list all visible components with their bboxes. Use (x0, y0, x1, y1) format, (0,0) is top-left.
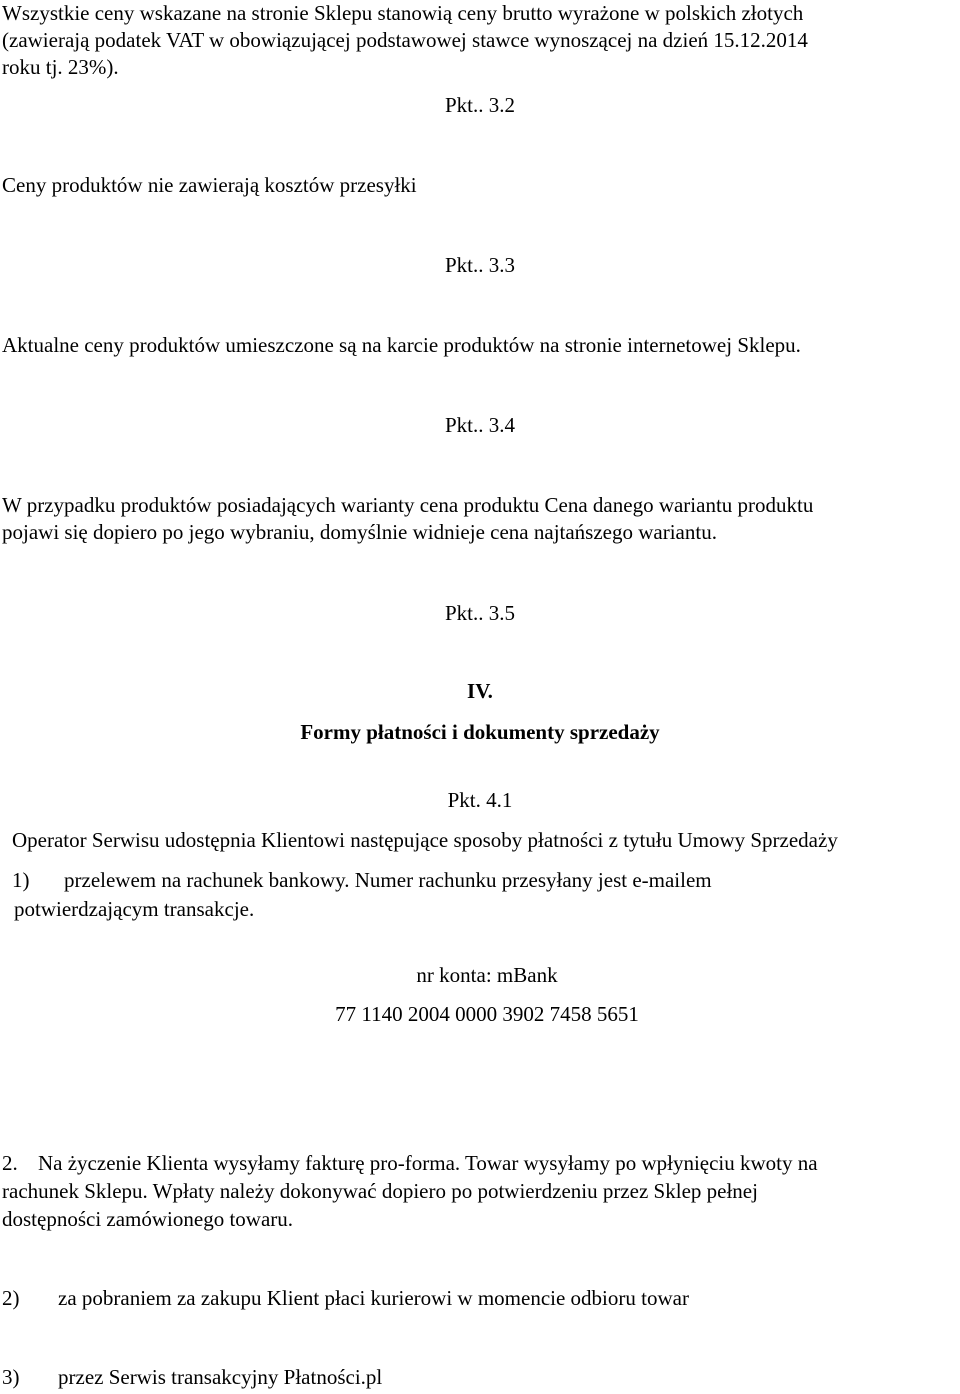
pkt-3-3-text: Aktualne ceny produktów umieszczone są na karcie produktów na stronie internetowej Sklepu. (2, 333, 801, 357)
intro-line-2: (zawierają podatek VAT w obowiązującej podstawowej stawce wynoszącej na dzień 15.12.2014 (2, 28, 808, 52)
note-text-line-1: Na życzenie Klienta wysyłamy fakturę pro-forma. Towar wysyłamy po wpłynięciu kwoty na (38, 1151, 818, 1175)
item-text-line-2: potwierdzającym transakcje. (14, 897, 255, 921)
pkt-3-4-text-line-1: W przypadku produktów posiadających warianty cena produktu Cena danego wariantu produktu (2, 493, 814, 517)
pkt-4-1-text: Operator Serwisu udostępnia Klientowi następujące sposoby płatności z tytułu Umowy Sprzedaży (12, 828, 838, 852)
pkt-3-5-heading: Pkt.. 3.5 (444, 601, 515, 625)
section-number: IV. (467, 679, 493, 703)
pkt-3-2-heading: Pkt.. 3.2 (444, 93, 515, 117)
pkt-3-3-heading: Pkt.. 3.3 (444, 253, 515, 277)
item-number: 1) (12, 868, 30, 892)
item-text-line-1: przelewem na rachunek bankowy. Numer rachunku przesyłany jest e-mailem (64, 868, 712, 892)
note-text-line-3: dostępności zamówionego towaru. (2, 1207, 294, 1231)
item-text: przez Serwis transakcyjny Płatności.pl (58, 1365, 383, 1389)
account-label: nr konta: mBank (416, 963, 558, 987)
pkt-4-1-heading: Pkt. 4.1 (447, 788, 513, 812)
item-text: za pobraniem za zakupu Klient płaci kurierowi w momencie odbioru towar (58, 1286, 689, 1310)
item-number: 3) (2, 1365, 20, 1389)
note-number: 2. (2, 1151, 18, 1175)
section-title: Formy płatności i dokumenty sprzedaży (300, 720, 660, 744)
intro-line-3: roku tj. 23%). (2, 55, 119, 79)
intro-line-1: Wszystkie ceny wskazane na stronie Sklepu stanowią ceny brutto wyrażone w polskich złotych (2, 1, 804, 25)
account-number: 77 1140 2004 0000 3902 7458 5651 (335, 1002, 639, 1026)
note-text-line-2: rachunek Sklepu. Wpłaty należy dokonywać dopiero po potwierdzeniu przez Sklep pełnej (2, 1179, 758, 1203)
pkt-3-4-text-line-2: pojawi się dopiero po jego wybraniu, domyślnie widnieje cena najtańszego wariantu. (2, 520, 717, 544)
item-number: 2) (2, 1286, 20, 1310)
pkt-3-2-text: Ceny produktów nie zawierają kosztów przesyłki (2, 173, 417, 197)
pkt-3-4-heading: Pkt.. 3.4 (444, 413, 515, 437)
